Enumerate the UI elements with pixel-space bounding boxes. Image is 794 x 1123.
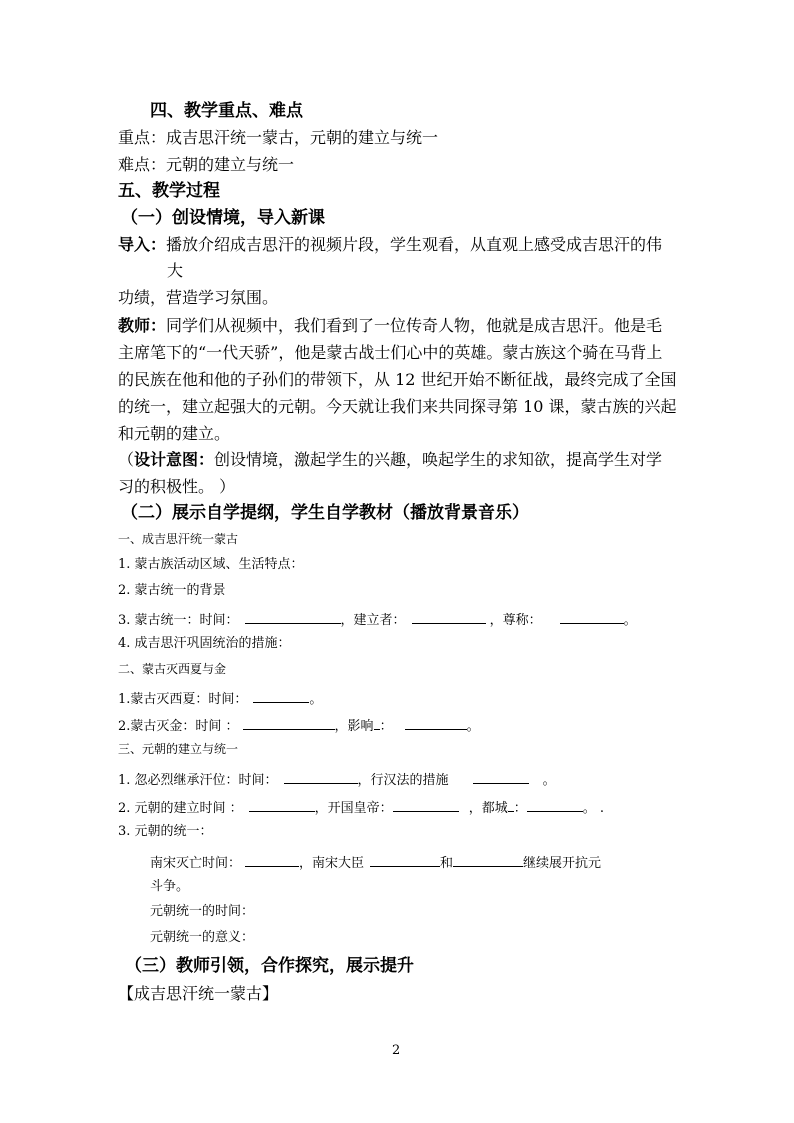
- blank-field[interactable]: [284, 770, 358, 784]
- blank-field[interactable]: [473, 770, 529, 784]
- g3-item2-end: 。 .: [582, 801, 604, 816]
- g1-item3-label: 3. 蒙古统一：时间：: [118, 613, 239, 628]
- outline-g3-item2: [118, 798, 604, 815]
- teacher-line-2: 主席笔下的“一代天骄”，他是蒙古战士们心中的英雄。蒙古族这个骑在马背上: [118, 343, 663, 362]
- outline-g3-item1: [118, 770, 556, 787]
- blank-field[interactable]: [245, 610, 341, 624]
- outline-g3-item3: 3. 元朝的统一：: [118, 824, 213, 839]
- design-text: 创设情境，激起学生的兴趣，唤起学生的求知欲，提高学生对学: [214, 450, 663, 469]
- g3-sub1-end: 继续展开抗元: [523, 856, 602, 871]
- g3-sub1-label: 南宋灭亡时间：: [150, 856, 242, 871]
- outline-group1-title: 一、成吉思汗统一蒙古: [118, 532, 239, 546]
- section5-heading: 五、教学过程: [118, 181, 220, 201]
- blank-field[interactable]: [405, 716, 467, 730]
- intro-text: 播放介绍成吉思汗的视频片段，学生观看，从直观上感受成吉思汗的伟: [166, 235, 663, 254]
- teacher-line-5: 和元朝的建立。: [118, 424, 231, 443]
- g2-item2-label: 2.蒙古灭金：时间 ：: [118, 719, 239, 734]
- g3-sub1-mid: ，南宋大臣: [299, 856, 365, 871]
- g3-item1-label: 1. 忽必烈继承汗位：时间：: [118, 773, 278, 788]
- outline-group2-title: 二、蒙古灭西夏与金: [118, 662, 227, 676]
- outline-g3-sub2: 元朝统一的时间：: [150, 904, 255, 919]
- part1-heading: （一）创设情境，导入新课: [121, 208, 325, 228]
- intro-paragraph: [118, 237, 662, 253]
- blank-field[interactable]: [249, 798, 315, 812]
- teacher-line-1: [118, 318, 662, 334]
- g2-item1-label: 1.蒙古灭西夏：时间：: [118, 692, 248, 707]
- section4-heading: 四、教学重点、难点: [150, 101, 303, 121]
- teacher-line-4: 的统一，建立起强大的元朝。今天就让我们来共同探寻第 10 课，蒙古族的兴起: [118, 397, 677, 416]
- g1-item3-title-label: ，尊称：: [489, 613, 542, 628]
- design-open-paren: （: [118, 450, 135, 469]
- g2-item2-colon: ：: [379, 719, 393, 734]
- outline-g1-item1: 1. 蒙古族活动区域、生活特点：: [118, 557, 304, 572]
- g3-item2-label: 2. 元朝的建立时间 ：: [118, 801, 243, 816]
- key-points: 重点：成吉思汗统一蒙古，元朝的建立与统一: [118, 128, 439, 147]
- blank-field[interactable]: [412, 610, 486, 624]
- intro-text-continued: 大: [167, 261, 184, 280]
- outline-g1-item2: 2. 蒙古统一的背景: [118, 583, 226, 598]
- g2-item2-end: 。: [466, 719, 480, 734]
- outline-g3-sub1-cont: 斗争。: [150, 879, 190, 894]
- outline-g3-sub3: 元朝统一的意义：: [150, 930, 255, 945]
- teacher-line-3: 的民族在他和他的子孙们的带领下，从 12 世纪开始不断征战，最终完成了全国: [118, 370, 677, 389]
- part3-heading: （三）教师引领，合作探究，展示提升: [125, 956, 414, 976]
- outline-group3-title: 三、元朝的建立与统一: [118, 742, 239, 756]
- design-text-continued: 习的积极性。 ）: [118, 477, 236, 496]
- outline-g1-item4: 4. 成吉思汗巩固统治的措施：: [118, 636, 291, 651]
- blank-field[interactable]: [560, 610, 624, 624]
- teacher-text-1: 同学们从视频中，我们看到了一位传奇人物，他就是成吉思汗。他是毛: [166, 316, 663, 335]
- teacher-label: 教师：: [118, 316, 167, 335]
- outline-g2-item2: [118, 716, 480, 733]
- intro-label: 导入：: [118, 235, 167, 254]
- blank-field[interactable]: [393, 798, 459, 812]
- g1-item3-builder-label: ，建立者：: [340, 613, 406, 628]
- blank-field[interactable]: [527, 798, 583, 812]
- g2-item2-mid: ，影响: [334, 719, 374, 734]
- outline-g2-item1: [118, 689, 322, 706]
- g3-item2-colon: ：: [513, 801, 527, 816]
- blank-field[interactable]: [243, 716, 335, 730]
- g3-sub1-and: 和: [440, 856, 454, 871]
- blank-field[interactable]: [253, 689, 309, 703]
- difficulties: 难点：元朝的建立与统一: [118, 155, 295, 174]
- intro-text-end: 功绩，营造学习氛围。: [118, 288, 279, 307]
- outline-g1-item3: [118, 610, 637, 627]
- g3-item1-mid: ，行汉法的措施: [357, 773, 449, 788]
- outline-g3-sub1: [150, 853, 601, 870]
- design-intent: [118, 452, 662, 468]
- g1-item3-end: 。: [623, 613, 637, 628]
- blank-field[interactable]: [453, 853, 523, 867]
- part2-heading: （二）展示自学提纲，学生自学教材（播放背景音乐）: [121, 503, 529, 523]
- part3-topic: 【成吉思汗统一蒙古】: [118, 984, 279, 1003]
- page-number: 2: [392, 1043, 401, 1058]
- g3-item1-end: 。: [542, 773, 556, 788]
- g3-item2-emperor: ，开国皇帝：: [314, 801, 393, 816]
- blank-field[interactable]: [245, 853, 299, 867]
- design-label: 设计意图：: [134, 450, 215, 469]
- blank-field[interactable]: [370, 853, 440, 867]
- g3-item2-capital: ，都城: [468, 801, 508, 816]
- g2-item1-end: 。: [309, 692, 323, 707]
